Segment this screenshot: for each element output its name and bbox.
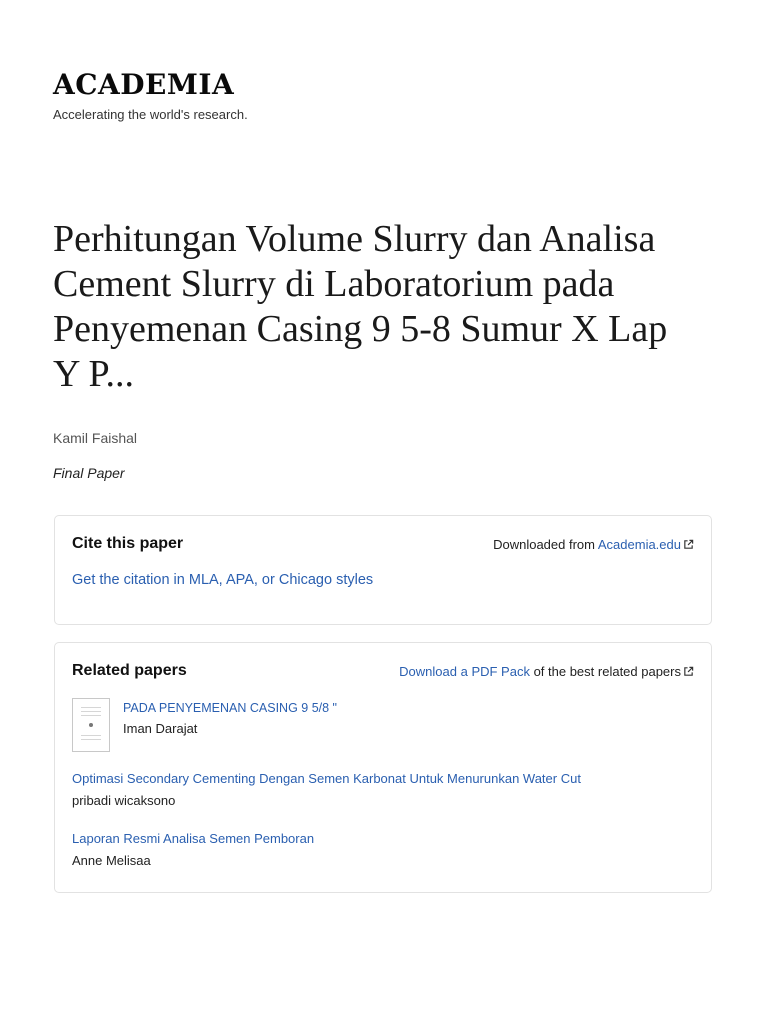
paper-thumbnail-icon[interactable] <box>72 698 110 752</box>
paper-type: Final Paper <box>53 465 125 481</box>
related-papers-card <box>54 642 712 893</box>
related-heading: Related papers <box>72 662 187 679</box>
paper-author: Kamil Faishal <box>53 430 138 446</box>
related-paper-title[interactable]: Optimasi Secondary Cementing Dengan Semen Karbonat Untuk Menurunkan Water Cut <box>72 771 581 786</box>
thumb-line <box>81 735 101 736</box>
download-pdf-pack-link[interactable]: Download a PDF Pack <box>399 664 530 679</box>
external-link-icon[interactable] <box>683 666 694 677</box>
pdf-pack-suffix: of the best related papers <box>529 664 681 679</box>
related-paper-title[interactable]: Laporan Resmi Analisa Semen Pemboran <box>72 831 315 846</box>
related-paper-title[interactable]: PADA PENYEMENAN CASING 9 5/8 " <box>123 701 337 715</box>
cite-heading: Cite this paper <box>72 535 184 552</box>
tagline: Accelerating the world's research. <box>53 107 248 122</box>
paper-title: Perhitungan Volume Slurry dan Analisa Cement Slurry di Laboratorium pada Penyemenan Casing 9 5-8 Sumur X Lap Y P... <box>53 218 668 395</box>
related-paper-author: Iman Darajat <box>123 721 198 736</box>
pdf-pack <box>399 664 694 680</box>
citation-styles-link[interactable]: Get the citation in MLA, APA, or Chicago styles <box>72 572 374 588</box>
cite-card <box>54 515 712 625</box>
academia-edu-link[interactable]: Academia.edu <box>597 537 681 552</box>
thumb-line <box>81 711 101 712</box>
thumb-dot <box>89 723 93 727</box>
related-paper-author: pribadi wicaksono <box>72 793 176 808</box>
thumb-line <box>81 739 101 740</box>
external-link-icon[interactable] <box>683 539 694 550</box>
downloaded-from <box>493 537 694 553</box>
thumb-line <box>81 707 101 708</box>
thumb-line <box>81 715 101 716</box>
academia-logo[interactable]: ACADEMIA <box>53 68 235 101</box>
downloaded-prefix: Downloaded from <box>493 537 598 552</box>
related-paper-author: Anne Melisaa <box>72 853 151 868</box>
